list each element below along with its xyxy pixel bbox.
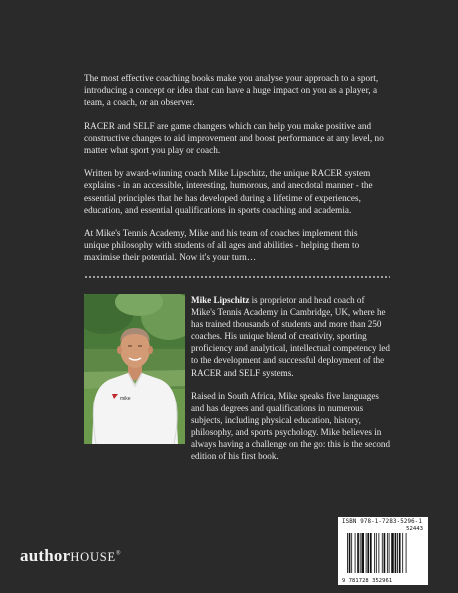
author-bio [191,294,391,473]
author-name: Mike Lipschitz [191,295,250,305]
blurb-paragraph-1: The most effective coaching books make you analyse your approach to a sport, introducing a concept or idea that can have a huge impact on you as a player, a team, a coach, or an observer. [84,73,379,108]
blurb-paragraph-3: Written by award-winning coach Mike Lipschitz, the unique RACER system explains - in an accessible, interesting, humorous, and anecdotal manner - the essential principles that he has developed during a lifetime of experiences, education, and essential qualifications in sports coaching and academia. [84,168,373,215]
blurb-paragraph-2: RACER and SELF are game changers which can help you make positive and constructive changes to aid improvement and boost performance at any level, no matter what sport you play or coach. [84,120,384,156]
back-cover-blurb [84,72,384,275]
price-code: 52443 [406,526,423,532]
isbn-text: ISBN 978-1-7283-5296-1 [342,519,423,525]
barcode-digits: 9 781728 352961 [342,578,393,584]
bio-paragraph-1-text: is proprietor and head coach of Mike's Tennis Academy in Cambridge, UK, where he has trained thousands of students and more than 250 coaches. His unique blend of creativity, sporting proficiency and analytical, intellectual competency led to the development and successful deployment of the RACER and SELF systems. [191,295,390,378]
shirt-logo: mike [120,396,131,402]
bio-paragraph-1 [191,294,391,379]
dotted-divider [84,276,390,278]
blurb-paragraph-4: At Mike's Tennis Academy, Mike and his team of coaches implement this unique philosophy with students of all ages and abilities - helping them to maximise their potential. Now it's your turn… [84,228,360,263]
author-portrait-illustration [84,294,185,444]
bio-paragraph-2: Raised in South Africa, Mike speaks five languages and has degrees and qualifications in numerous subjects, including physical education, history, philosophy, and sports psychology. Mike believes in always having a challenge on the go: this is the second edition of his first book. [191,390,391,462]
publisher-logo-part1: author [20,546,71,565]
author-photo [84,294,185,444]
publisher-logo [20,546,121,566]
barcode-bars [347,533,423,573]
registered-mark: ® [116,550,121,557]
isbn-barcode [338,517,428,585]
publisher-logo-part2: HOUSE [70,550,116,564]
